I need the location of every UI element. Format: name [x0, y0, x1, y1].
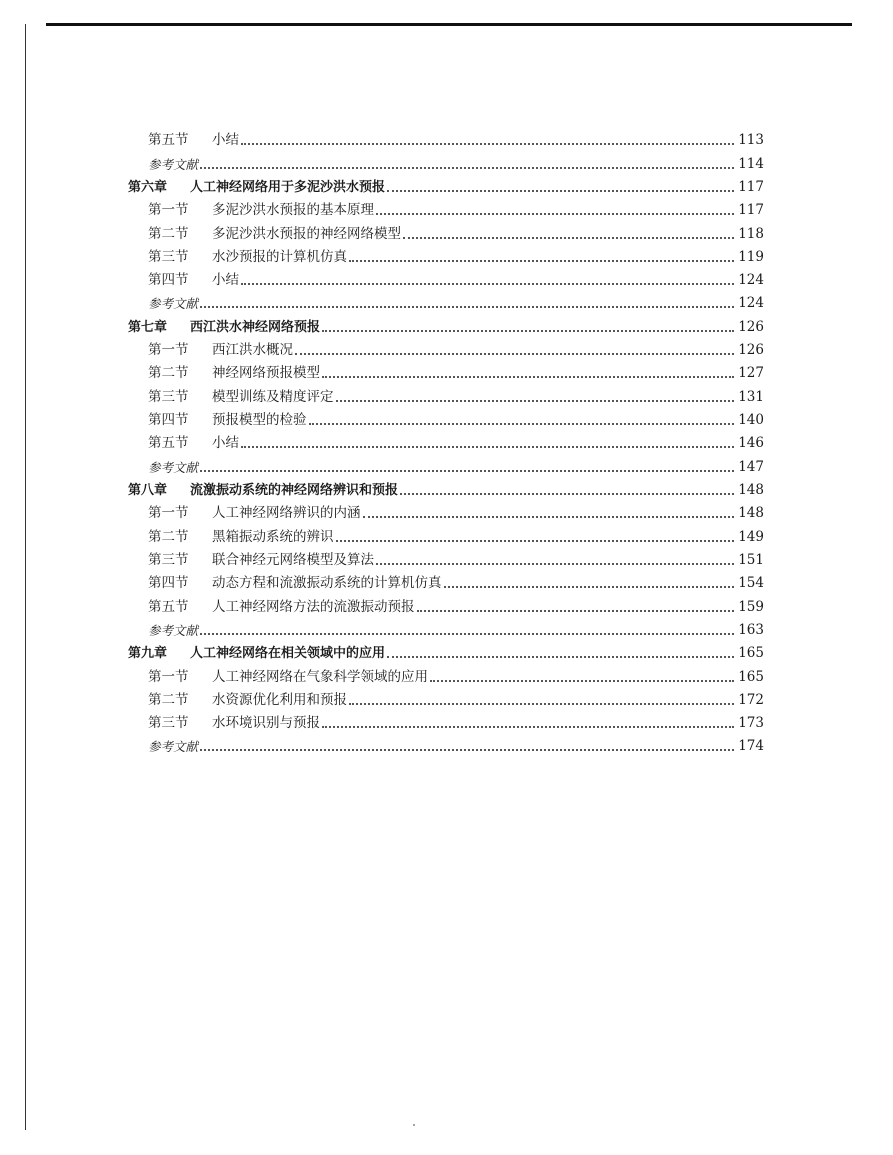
section-title: 水资源优化利用和预报 [212, 691, 347, 708]
toc-section-row [128, 219, 764, 242]
dot-leader [376, 562, 734, 565]
page-number: 119 [738, 248, 764, 265]
toc-section-row [128, 243, 764, 266]
section-number: 第三节 [148, 388, 189, 405]
chapter-number: 第七章 [128, 319, 168, 335]
section-number: 第一节 [148, 668, 189, 685]
page-number: 148 [738, 505, 764, 522]
page-number: 127 [738, 365, 764, 382]
page-number: 154 [738, 575, 764, 592]
page-number: 165 [738, 668, 764, 685]
section-title: 小结 [212, 272, 239, 289]
toc-references-row [128, 149, 764, 172]
toc-section-row [128, 592, 764, 615]
section-number: 第一节 [148, 202, 189, 219]
toc-chapter-row [128, 476, 764, 499]
page-number: 148 [738, 482, 764, 499]
section-number: 第一节 [148, 505, 189, 522]
dot-leader [336, 539, 735, 542]
dot-leader [241, 282, 734, 285]
dot-leader [387, 655, 734, 658]
dot-leader [430, 679, 734, 682]
dot-leader [241, 445, 734, 448]
references-label: 参考文献 [148, 622, 199, 638]
section-title: 小结 [212, 132, 239, 149]
dot-leader [444, 585, 735, 588]
page-number: 126 [738, 318, 764, 335]
scan-speck [413, 1124, 415, 1126]
toc-section-row [128, 569, 764, 592]
references-label: 参考文献 [148, 739, 199, 755]
section-number: 第三节 [148, 551, 189, 568]
toc-section-row [128, 406, 764, 429]
page-number: 173 [738, 715, 764, 732]
section-number: 第三节 [148, 715, 189, 732]
dot-leader [417, 609, 735, 612]
page-number: 172 [738, 691, 764, 708]
section-title: 黑箱振动系统的辨识 [212, 528, 334, 545]
toc-references-row [128, 452, 764, 475]
dot-leader [322, 329, 734, 332]
dot-leader [200, 166, 734, 169]
dot-leader [200, 748, 734, 751]
references-label: 参考文献 [148, 296, 199, 312]
toc-section-row [128, 686, 764, 709]
section-number: 第二节 [148, 528, 189, 545]
section-number: 第五节 [148, 598, 189, 615]
page-number: 113 [738, 132, 764, 149]
toc-chapter-row [128, 312, 764, 335]
references-label: 参考文献 [148, 459, 199, 475]
left-margin-rule [25, 24, 26, 1130]
page-number: 163 [738, 621, 764, 638]
chapter-number: 第九章 [128, 646, 168, 662]
section-title: 多泥沙洪水预报的神经网络模型 [212, 225, 401, 242]
chapter-title: 人工神经网络用于多泥沙洪水预报 [190, 179, 386, 195]
dot-leader [349, 259, 734, 262]
chapter-title: 流激振动系统的神经网络辨识和预报 [190, 483, 399, 499]
top-rule [46, 23, 852, 26]
section-number: 第五节 [148, 435, 189, 452]
section-number: 第四节 [148, 272, 189, 289]
section-title: 小结 [212, 435, 239, 452]
toc-section-row [128, 382, 764, 405]
section-number: 第五节 [148, 132, 189, 149]
toc-chapter-row [128, 639, 764, 662]
page-number: 151 [738, 551, 764, 568]
chapter-title: 人工神经网络在相关领域中的应用 [190, 646, 386, 662]
dot-leader [309, 422, 735, 425]
toc-section-row [128, 359, 764, 382]
dot-leader [349, 702, 734, 705]
page-number: 165 [738, 645, 764, 662]
page-number: 174 [738, 738, 764, 755]
section-title: 模型训练及精度评定 [212, 388, 334, 405]
dot-leader [322, 725, 734, 728]
dot-leader [376, 212, 734, 215]
dot-leader [336, 399, 735, 402]
page-number: 124 [738, 272, 764, 289]
page-number: 124 [738, 295, 764, 312]
section-title: 西江洪水概况 [212, 342, 293, 359]
section-title: 人工神经网络在气象科学领域的应用 [212, 668, 428, 685]
dot-leader [241, 142, 734, 145]
section-title: 多泥沙洪水预报的基本原理 [212, 202, 374, 219]
dot-leader [403, 236, 734, 239]
toc-section-row [128, 126, 764, 149]
page-number: 131 [738, 388, 764, 405]
toc-section-row [128, 662, 764, 685]
page-number: 118 [738, 225, 764, 242]
dot-leader [200, 632, 734, 635]
toc-section-row [128, 336, 764, 359]
dot-leader [400, 492, 734, 495]
section-title: 水环境识别与预报 [212, 715, 320, 732]
toc-section-row [128, 522, 764, 545]
dot-leader [387, 189, 734, 192]
section-title: 人工神经网络方法的流激振动预报 [212, 598, 415, 615]
chapter-number: 第六章 [128, 179, 168, 195]
toc-references-row [128, 732, 764, 755]
references-label: 参考文献 [148, 156, 199, 172]
section-number: 第四节 [148, 412, 189, 429]
toc-chapter-row [128, 173, 764, 196]
page-number: 117 [738, 202, 764, 219]
chapter-title: 西江洪水神经网络预报 [190, 319, 321, 335]
page-number: 146 [738, 435, 764, 452]
toc-section-row [128, 709, 764, 732]
toc-section-row [128, 546, 764, 569]
toc-section-row [128, 196, 764, 219]
toc-references-row [128, 289, 764, 312]
dot-leader [322, 375, 734, 378]
dot-leader [200, 469, 734, 472]
section-title: 神经网络预报模型 [212, 365, 320, 382]
toc-section-row [128, 499, 764, 522]
page-number: 126 [738, 342, 764, 359]
page-number: 140 [738, 412, 764, 429]
page-number: 147 [738, 458, 764, 475]
section-number: 第四节 [148, 575, 189, 592]
section-title: 联合神经元网络模型及算法 [212, 551, 374, 568]
page-number: 117 [738, 178, 764, 195]
section-title: 人工神经网络辨识的内涵 [212, 505, 361, 522]
section-number: 第三节 [148, 248, 189, 265]
section-title: 预报模型的检验 [212, 412, 307, 429]
dot-leader [295, 352, 734, 355]
page-number: 159 [738, 598, 764, 615]
section-number: 第二节 [148, 691, 189, 708]
table-of-contents [128, 126, 764, 755]
section-number: 第一节 [148, 342, 189, 359]
section-title: 水沙预报的计算机仿真 [212, 248, 347, 265]
page-number: 149 [738, 528, 764, 545]
page-number: 114 [738, 155, 764, 172]
section-number: 第二节 [148, 365, 189, 382]
dot-leader [363, 515, 735, 518]
section-title: 动态方程和流激振动系统的计算机仿真 [212, 575, 442, 592]
toc-references-row [128, 616, 764, 639]
chapter-number: 第八章 [128, 483, 168, 499]
toc-section-row [128, 429, 764, 452]
dot-leader [200, 305, 734, 308]
toc-section-row [128, 266, 764, 289]
section-number: 第二节 [148, 225, 189, 242]
